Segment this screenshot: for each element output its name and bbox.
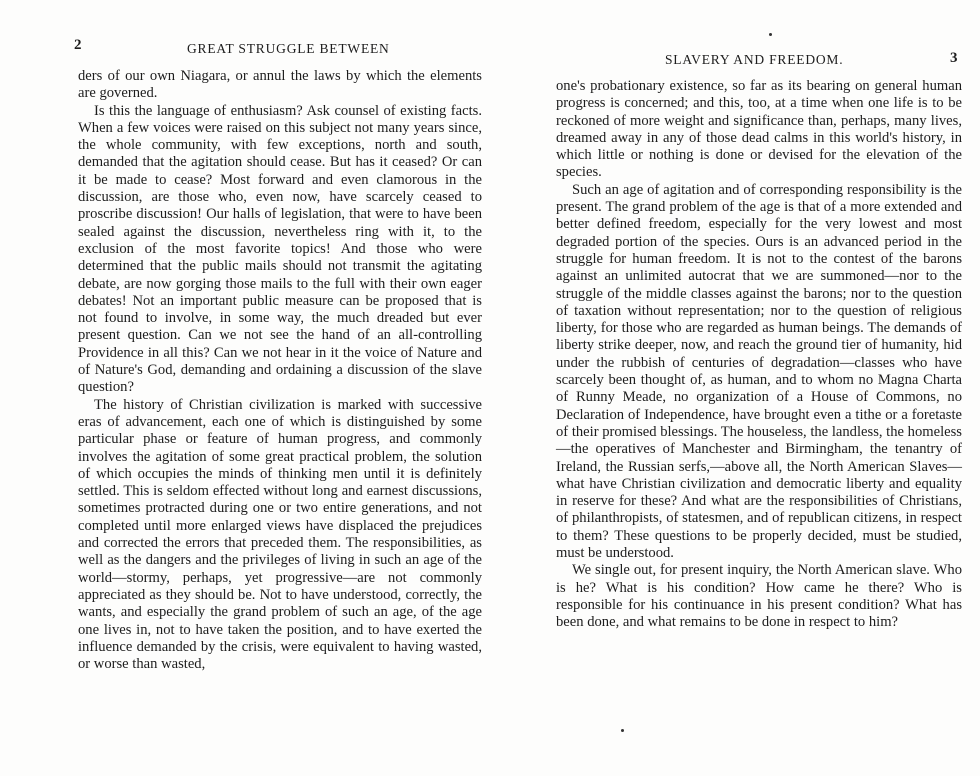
- paragraph: one's probationary existence, so far as its bearing on general human progress is concerned; and this, too, at a time when one life is to be reckoned of more weight and significance than, perhaps, many lives, dreamed away in any of those dead calms in this world's history, in which little or nothing is done or devised for the elevation of the species.: [556, 78, 962, 181]
- ink-speck: [621, 729, 624, 732]
- paragraph: Such an age of agitation and of corresponding responsibility is the present. The grand problem of the age is that of a more extended and better defined freedom, especially for the very lowest and most degraded portion of the species. Ours is an advanced period in the struggle for human freedom. It is not to the contest of the barons against an unlimited autocrat that we are summoned—nor to the struggle of the middle classes against the barons; nor to the question of taxation without representation; nor to the question of religious liberty, for those who are regarded as human beings. The demands of liberty strike deeper, now, and reach the ground tier of humanity, hid under the rubbish of centuries of degradation—classes who have scarcely been thought of, as human, and to whom no Magna Charta of Runny Meade, no organization of a House of Commons, no Declaration of Independence, have brought even a tithe or a foretaste of their promised blessings. The houseless, the landless, the homeless—the operatives of Manchester and Birmingham, the tenantry of Ireland, the Russian serfs,—above all, the North American Slaves—what have Christian civilization and democratic liberty and equality in reserve for these? And what are the responsibilities of Christians, of philanthropists, of statesmen, and of republican citizens, in respect to them? These questions to be properly decided, must be studied, must be understood.: [556, 181, 962, 562]
- page-number-left: 2: [74, 37, 82, 53]
- page-number-right: 3: [950, 50, 958, 66]
- left-page-body: [78, 68, 482, 673]
- paragraph: The history of Christian civilization is marked with successive eras of advancement, each one of which is distinguished by some particular phase or feature of human progress, and commonly involves the agitation of some great practical problem, the solution of which occupies the minds of thinking men until it is definitely settled. This is seldom effected without long and earnest discussions, sometimes protracted during one or two entire generations, and not completed until more enlarged views have displaced the prejudices and corrected the errors that preceded them. The responsibilities, as well as the dangers and the privileges of living in such an age of the world—stormy, perhaps, yet progressive—are not commonly appreciated as they should be. Not to have understood, correctly, the wants, and especially the grand problem of such an age, of the age one lives in, not to have taken the position, and to have exerted the influence demanded by the crisis, were equivalent to having wasted, or worse than wasted,: [78, 396, 482, 673]
- paragraph: Is this the language of enthusiasm? Ask counsel of existing facts. When a few voices were raised on this subject not many years since, the whole community, with few exceptions, north and south, demanded that the agitation should cease. But has it ceased? Or can it be made to cease? Most forward and even clamorous in the discussion, are those who, even now, have scarcely ceased to proscribe discussion! Our halls of legislation, that were to have been sealed against the discussion, nevertheless ring with it, to the exclusion of the most favorite topics! And those who were determined that the public mails should not transmit the agitating debate, are now gorging those mails to the full with their own eager debates! Not an important public measure can be proposed that is not found to involve, in some way, the much dreaded but ever present question. Can we not see the hand of an all-controlling Providence in all this? Can we not hear in it the voice of Nature and of Nature's God, demanding and ordaining a discussion of the slave question?: [78, 102, 482, 396]
- ink-speck: [769, 33, 772, 36]
- paragraph: We single out, for present inquiry, the North American slave. Who is he? What is his condition? How came he there? Who is responsible for his continuance in his present condition? What has been done, and what remains to be done in respect to him?: [556, 562, 962, 631]
- paragraph: ders of our own Niagara, or annul the laws by which the elements are governed.: [78, 68, 482, 102]
- right-page-body: [556, 78, 962, 632]
- running-head-right: SLAVERY AND FREEDOM.: [665, 52, 844, 67]
- right-page: [520, 0, 980, 776]
- running-head-left: GREAT STRUGGLE BETWEEN: [187, 41, 390, 56]
